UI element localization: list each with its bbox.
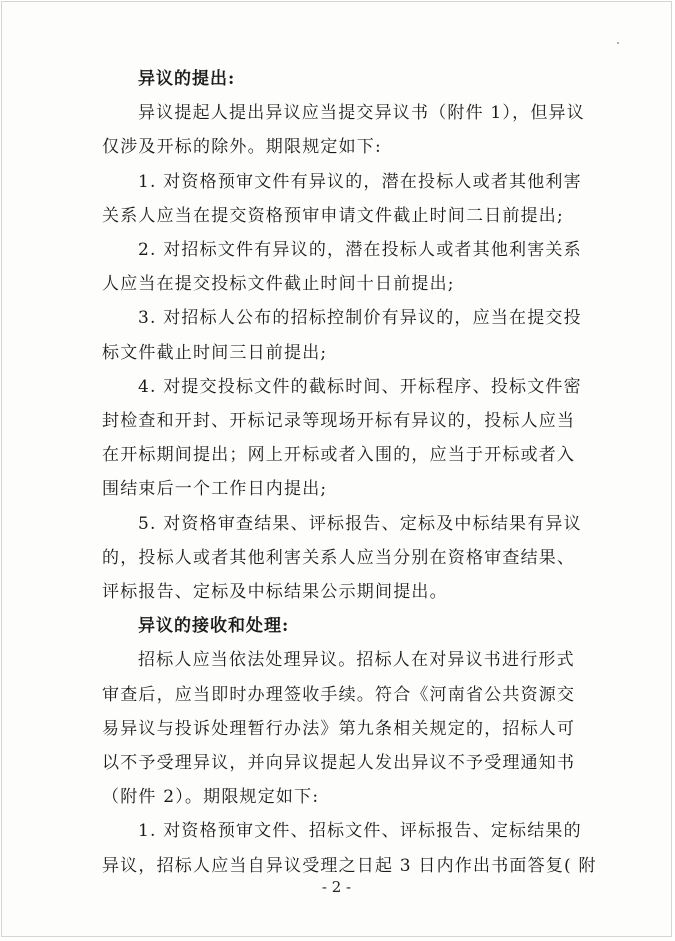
paragraph: [102, 301, 582, 369]
paragraph: [102, 165, 582, 233]
paragraph-line: 围结束后一个工作日内提出;: [102, 479, 328, 500]
paragraph-line: 标文件截止时间三日前提出;: [102, 342, 328, 363]
paragraph-line: 2. 对招标文件有异议的，潜在投标人或者其他利害关系: [138, 240, 582, 261]
paragraph-line: 审查后，应当即时办理签收手续。符合《河南省公共资源交: [102, 684, 576, 705]
paragraph-line: 以不予受理异议，并向异议提起人发出异议不予受理通知书: [102, 753, 576, 774]
paragraph: [102, 233, 582, 301]
page-number: - 2 -: [321, 878, 352, 896]
document-body: [102, 62, 597, 883]
paragraph-line: 在开标期间提出；网上开标或者入围的，应当于开标或者入: [102, 445, 576, 466]
paragraph: [102, 96, 585, 164]
paragraph-line: 封检查和开封、开标记录等现场开标有异议的，投标人应当: [102, 411, 576, 432]
paragraph-line: 异议提起人提出异议应当提交异议书（附件 1），但异议: [138, 103, 585, 124]
paragraph-line: 1. 对资格预审文件、招标文件、评标报告、定标结果的: [138, 821, 582, 842]
paragraph-line: 人应当在提交投标文件截止时间十日前提出;: [102, 274, 455, 295]
paragraph-line: （附件 2）。期限规定如下:: [102, 787, 320, 808]
paragraph-line: 评标报告、定标及中标结果公示期间提出。: [102, 582, 448, 603]
paragraph: [102, 370, 582, 507]
section-heading: 异议的提出:: [138, 69, 236, 89]
paragraph: [102, 643, 582, 814]
document-page: [1, 1, 672, 937]
paragraph: [102, 814, 597, 882]
paragraph-line: 异议，招标人应当自异议受理之日起 3 日内作出书面答复( 附: [102, 855, 597, 876]
paragraph-line: 关系人应当在提交资格预审申请文件截止时间二日前提出;: [102, 205, 564, 226]
paragraph-line: 3. 对招标人公布的招标控制价有异议的，应当在提交投: [138, 308, 582, 329]
paragraph-line: 的，投标人或者其他利害关系人应当分别在资格审查结果、: [102, 547, 576, 568]
paragraph-line: 易异议与投诉处理暂行办法》第九条相关规定的，招标人可: [102, 718, 576, 739]
paragraph-line: 1. 对资格预审文件有异议的，潜在投标人或者其他利害: [138, 171, 582, 192]
paragraph-line: 招标人应当依法处理异议。招标人在对异议书进行形式: [138, 650, 575, 671]
paragraph-line: 4. 对提交投标文件的截标时间、开标程序、投标文件密: [138, 376, 582, 397]
section-heading: 异议的接收和处理:: [138, 616, 290, 637]
scan-speck: [617, 42, 619, 44]
paragraph: [102, 507, 582, 610]
paragraph-line: 5. 对资格审查结果、评标报告、定标及中标结果有异议: [138, 513, 582, 534]
paragraph-line: 仅涉及开标的除外。期限规定如下:: [102, 137, 382, 158]
